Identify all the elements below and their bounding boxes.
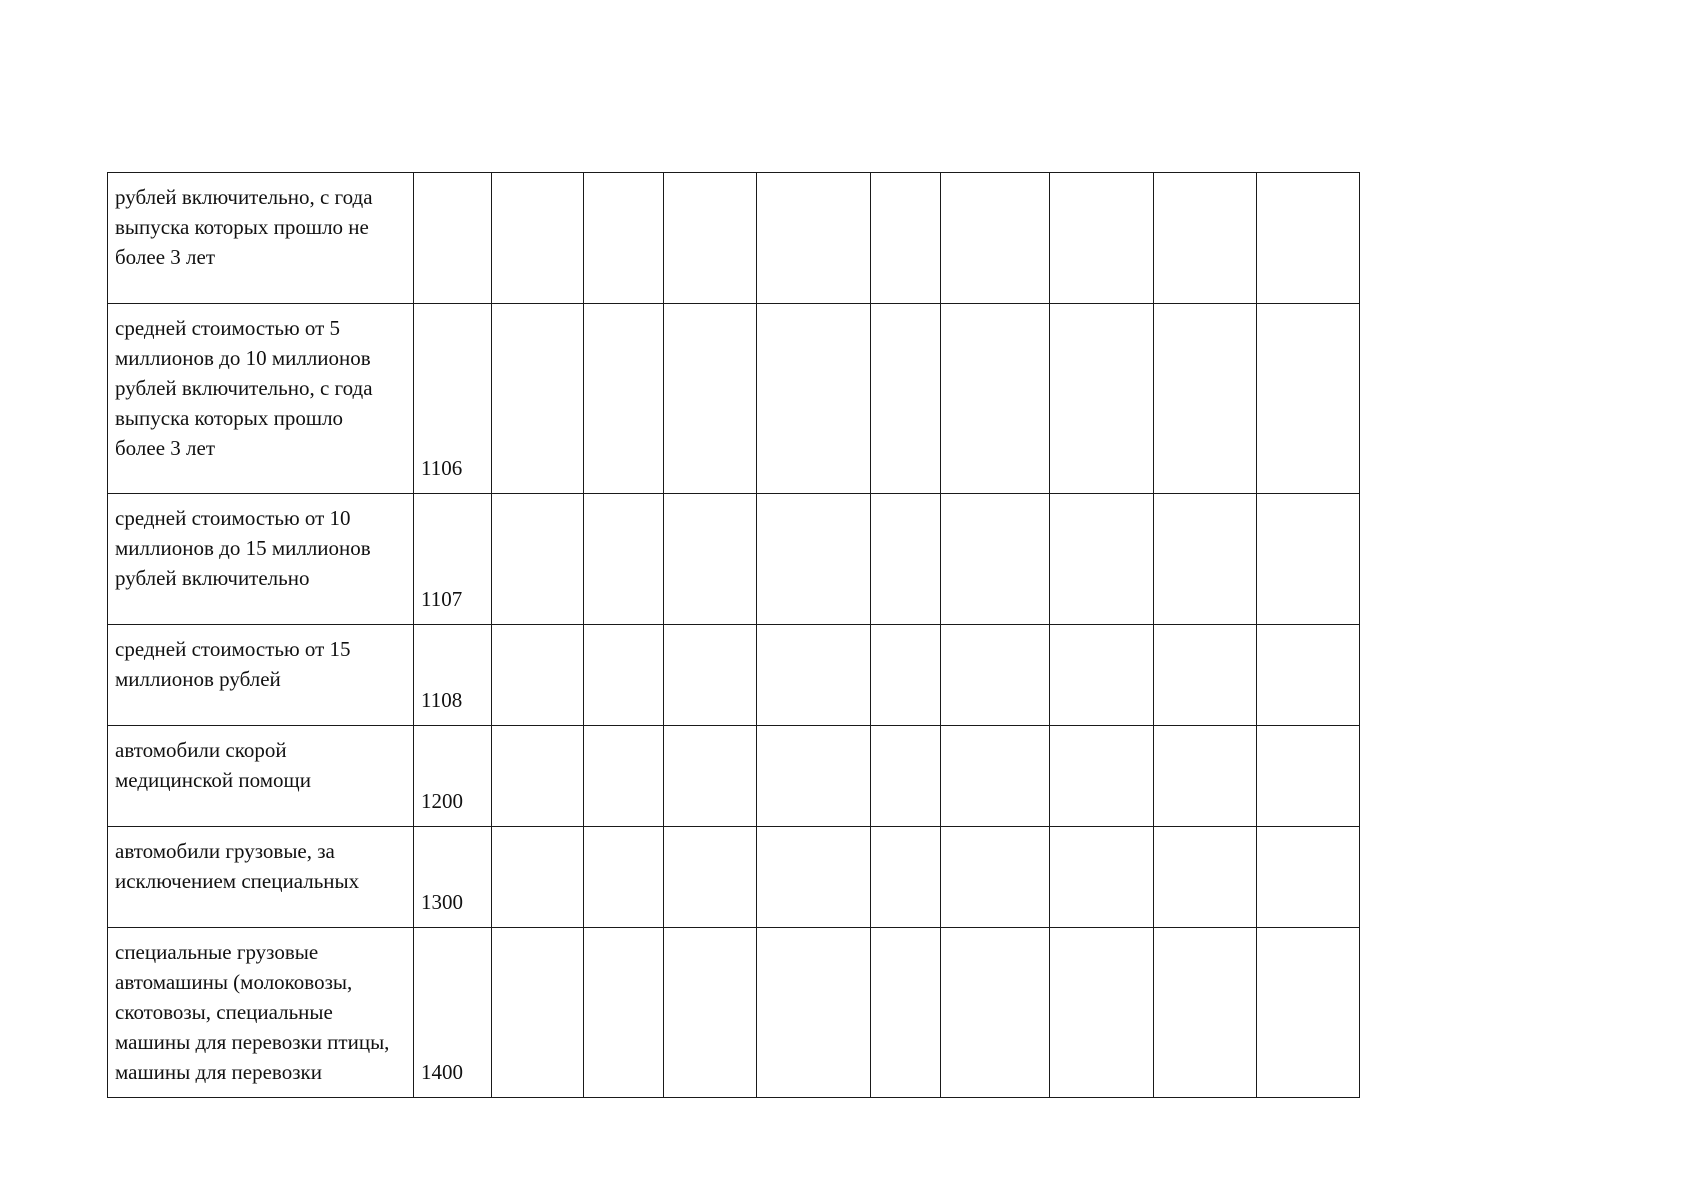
- empty-value-cell: [1257, 726, 1360, 827]
- empty-value-cell: [941, 726, 1050, 827]
- row-label-cell: [108, 928, 414, 1098]
- empty-value-cell: [584, 928, 664, 1098]
- row-label-line: скотовозы, специальные: [115, 1000, 333, 1024]
- empty-value-cell: [492, 494, 584, 625]
- row-label-line: более 3 лет: [115, 245, 216, 269]
- table-row: [108, 494, 1360, 625]
- empty-value-cell: [1050, 726, 1154, 827]
- empty-value-cell: [757, 928, 871, 1098]
- row-label-line: выпуска которых прошло: [115, 406, 344, 430]
- empty-value-cell: [1154, 827, 1257, 928]
- empty-value-cell: [871, 304, 941, 494]
- row-label-line: средней стоимостью от 15: [115, 637, 351, 661]
- empty-value-cell: [1257, 928, 1360, 1098]
- empty-value-cell: [492, 173, 584, 304]
- row-label-cell: [108, 173, 414, 304]
- empty-value-cell: [664, 625, 757, 726]
- empty-value-cell: [1257, 827, 1360, 928]
- empty-value-cell: [1154, 726, 1257, 827]
- row-label-line: специальные грузовые: [115, 940, 319, 964]
- row-label-cell: [108, 726, 414, 827]
- empty-value-cell: [1050, 928, 1154, 1098]
- empty-value-cell: [1154, 625, 1257, 726]
- row-code-cell: 1400: [414, 928, 492, 1098]
- table-row: [108, 173, 1360, 304]
- empty-value-cell: [1050, 827, 1154, 928]
- row-label-line: более 3 лет: [115, 436, 216, 460]
- empty-value-cell: [584, 726, 664, 827]
- row-code-cell: 1108: [414, 625, 492, 726]
- empty-value-cell: [757, 625, 871, 726]
- empty-value-cell: [492, 827, 584, 928]
- empty-value-cell: [941, 827, 1050, 928]
- empty-value-cell: [664, 173, 757, 304]
- row-label-line: рублей включительно, с года: [115, 376, 373, 400]
- empty-value-cell: [1257, 494, 1360, 625]
- empty-value-cell: [871, 726, 941, 827]
- empty-value-cell: [871, 494, 941, 625]
- empty-value-cell: [941, 928, 1050, 1098]
- row-label-line: миллионов до 15 миллионов: [115, 536, 371, 560]
- empty-value-cell: [941, 173, 1050, 304]
- empty-value-cell: [664, 726, 757, 827]
- row-label-line: средней стоимостью от 10: [115, 506, 351, 530]
- row-code-cell: 1300: [414, 827, 492, 928]
- empty-value-cell: [584, 304, 664, 494]
- row-code-cell: 1107: [414, 494, 492, 625]
- table-row: [108, 726, 1360, 827]
- empty-value-cell: [1154, 173, 1257, 304]
- empty-value-cell: [757, 726, 871, 827]
- row-label-line: автомобили скорой: [115, 738, 287, 762]
- empty-value-cell: [871, 928, 941, 1098]
- empty-value-cell: [492, 928, 584, 1098]
- empty-value-cell: [941, 304, 1050, 494]
- empty-value-cell: [1257, 173, 1360, 304]
- empty-value-cell: [664, 494, 757, 625]
- empty-value-cell: [757, 173, 871, 304]
- empty-value-cell: [757, 494, 871, 625]
- empty-value-cell: [1050, 173, 1154, 304]
- empty-value-cell: [757, 304, 871, 494]
- empty-value-cell: [584, 494, 664, 625]
- empty-value-cell: [1154, 494, 1257, 625]
- empty-value-cell: [584, 625, 664, 726]
- empty-value-cell: [492, 304, 584, 494]
- row-code-cell: 1106: [414, 304, 492, 494]
- row-label-line: миллионов до 10 миллионов: [115, 346, 371, 370]
- row-code-cell: [414, 173, 492, 304]
- row-label-line: миллионов рублей: [115, 667, 281, 691]
- row-label-line: рублей включительно, с года: [115, 185, 373, 209]
- empty-value-cell: [1050, 494, 1154, 625]
- row-label-line: автомобили грузовые, за: [115, 839, 335, 863]
- empty-value-cell: [1154, 304, 1257, 494]
- empty-value-cell: [664, 928, 757, 1098]
- row-label-line: медицинской помощи: [115, 768, 311, 792]
- row-label-line: машины для перевозки птицы,: [115, 1030, 390, 1054]
- row-label-line: исключением специальных: [115, 869, 360, 893]
- row-label-line: машины для перевозки: [115, 1060, 322, 1084]
- empty-value-cell: [584, 827, 664, 928]
- empty-value-cell: [492, 625, 584, 726]
- empty-value-cell: [1257, 304, 1360, 494]
- empty-value-cell: [584, 173, 664, 304]
- empty-value-cell: [941, 494, 1050, 625]
- row-label-line: выпуска которых прошло не: [115, 215, 369, 239]
- empty-value-cell: [757, 827, 871, 928]
- table-row: [108, 625, 1360, 726]
- row-label-line: средней стоимостью от 5: [115, 316, 341, 340]
- empty-value-cell: [664, 304, 757, 494]
- row-label-cell: [108, 827, 414, 928]
- empty-value-cell: [1050, 304, 1154, 494]
- table-row: [108, 304, 1360, 494]
- empty-value-cell: [1154, 928, 1257, 1098]
- table-body: [108, 173, 1360, 1098]
- table-row: [108, 928, 1360, 1098]
- row-label-line: автомашины (молоковозы,: [115, 970, 353, 994]
- empty-value-cell: [664, 827, 757, 928]
- empty-value-cell: [492, 726, 584, 827]
- empty-value-cell: [871, 827, 941, 928]
- empty-value-cell: [871, 173, 941, 304]
- empty-value-cell: [871, 625, 941, 726]
- row-label-cell: [108, 625, 414, 726]
- row-label-line: рублей включительно: [115, 566, 310, 590]
- empty-value-cell: [1050, 625, 1154, 726]
- row-code-cell: 1200: [414, 726, 492, 827]
- empty-value-cell: [941, 625, 1050, 726]
- empty-value-cell: [1257, 625, 1360, 726]
- row-label-cell: [108, 304, 414, 494]
- table-row: [108, 827, 1360, 928]
- row-label-cell: [108, 494, 414, 625]
- statistics-form-table: [107, 172, 1360, 1098]
